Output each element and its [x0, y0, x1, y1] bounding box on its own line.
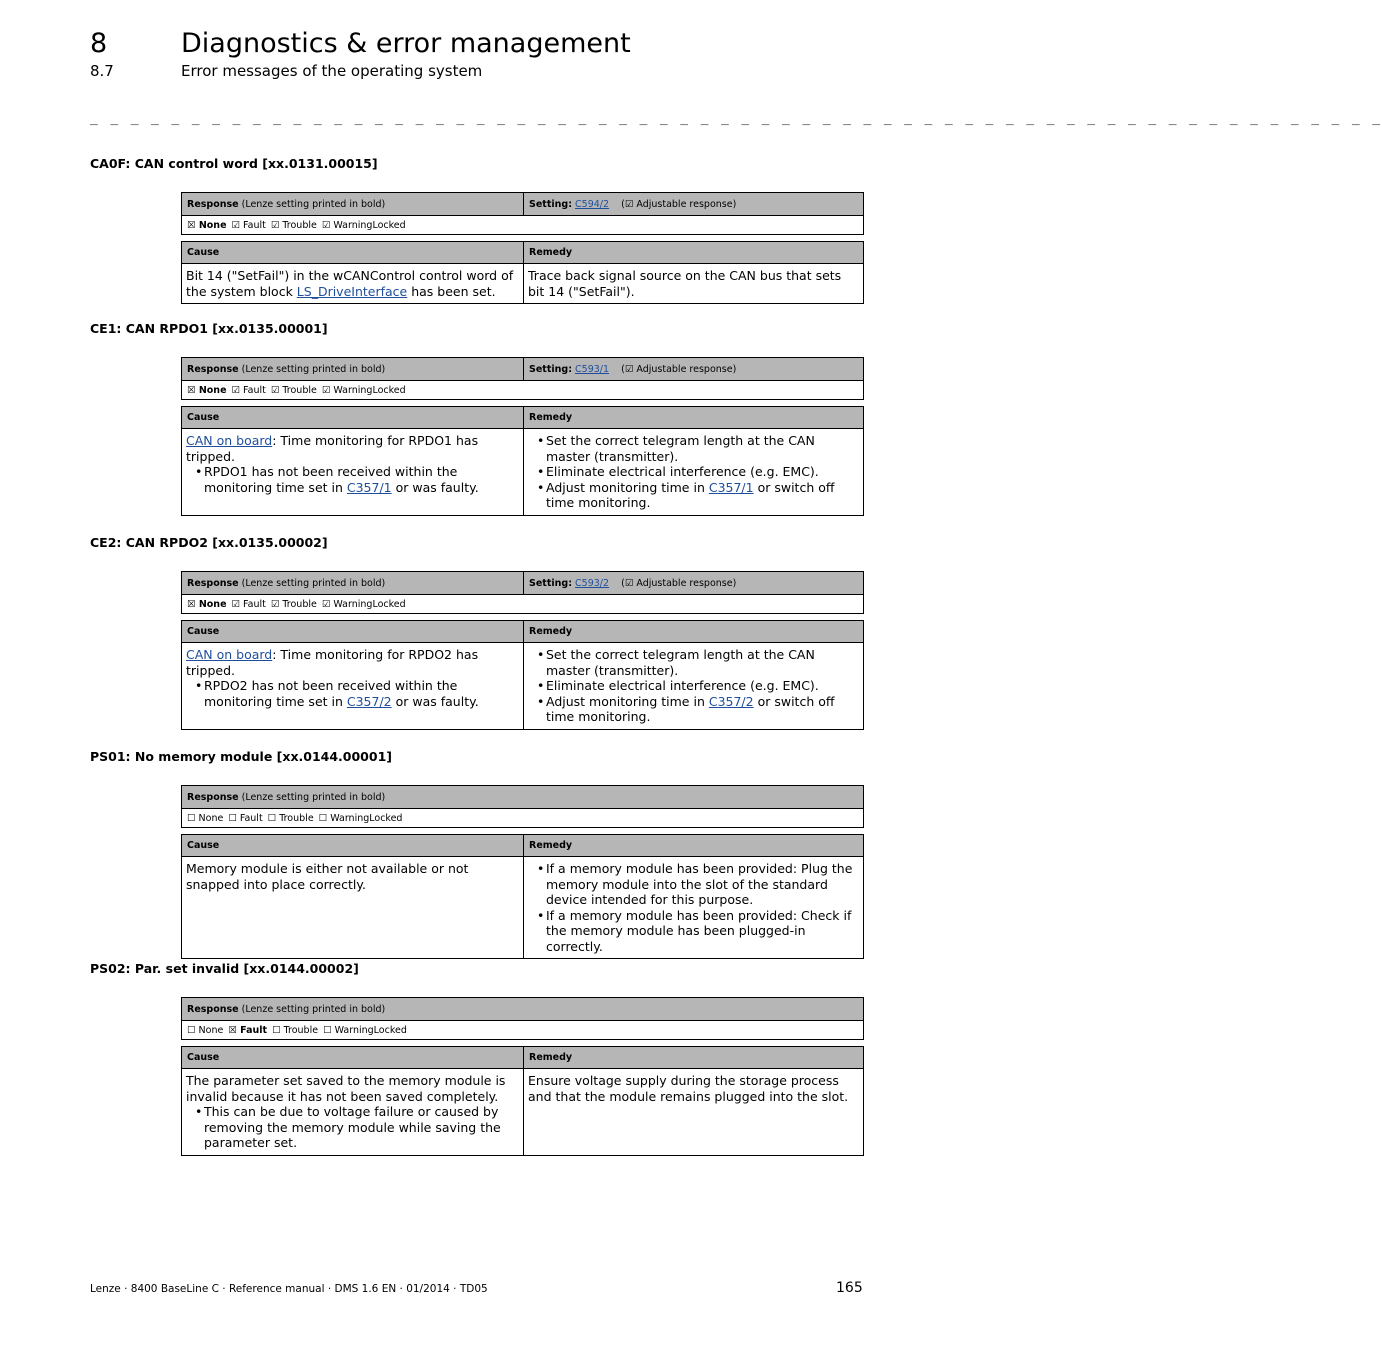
flag-fault: ☑ Fault — [231, 598, 266, 610]
setting-label: Setting: — [529, 198, 572, 210]
flag-none: ☐ None — [187, 1024, 224, 1036]
param-link[interactable]: C357/2 — [346, 693, 392, 709]
chapter-title: Diagnostics & error management — [181, 28, 631, 59]
flag-warninglocked: ☐ WarningLocked — [323, 1024, 407, 1036]
list-item: • If a memory module has been provided: Check if the memory module has been plugged-in correctly. — [546, 908, 859, 955]
cause-cell: Memory module is either not available or not snapped into place correctly. — [182, 857, 524, 959]
remedy-cell: Ensure voltage supply during the storage process and that the module remains plugged into the slot. — [524, 1069, 864, 1156]
cause-cell: CAN on board: Time monitoring for RPDO2 has tripped. • RPDO2 has not been received within the monitoring time set in C357/2 or was faulty. — [182, 643, 524, 730]
response-table — [181, 192, 864, 235]
response-note: (Lenze setting printed in bold) — [238, 198, 386, 210]
list-item: • Set the correct telegram length at the CAN master (transmitter). — [546, 433, 859, 464]
cause-cell: The parameter set saved to the memory module is invalid because it has not been saved completely. • This can be due to voltage failure or caused by removing the memory module while saving the parameter set. — [182, 1069, 524, 1156]
list-item: • Adjust monitoring time in C357/2 or switch off time monitoring. — [546, 694, 859, 725]
cause-link[interactable]: CAN on board — [186, 647, 273, 662]
flag-fault: ☑ Fault — [231, 219, 266, 231]
footer-text: Lenze · 8400 BaseLine C · Reference manual · DMS 1.6 EN · 01/2014 · TD05 — [90, 1283, 488, 1295]
flag-none: ☒ None — [187, 384, 227, 396]
list-item: • Adjust monitoring time in C357/1 or switch off time monitoring. — [546, 480, 859, 511]
list-item: • If a memory module has been provided: Plug the memory module into the slot of the standard device intended for this purpose. — [546, 861, 859, 908]
param-link[interactable]: C357/1 — [346, 479, 392, 495]
flag-none: ☒ None — [187, 219, 227, 231]
error-title: CE1: CAN RPDO1 [xx.0135.00001] — [90, 321, 328, 336]
error-title: CE2: CAN RPDO2 [xx.0135.00002] — [90, 535, 328, 550]
flag-trouble: ☑ Trouble — [270, 219, 317, 231]
error-title: PS01: No memory module [xx.0144.00001] — [90, 749, 392, 764]
cause-header: Cause — [182, 407, 524, 429]
list-item: • RPDO2 has not been received within the monitoring time set in C357/2 or was faulty. — [204, 678, 519, 709]
cause-remedy-table — [181, 834, 864, 959]
error-title: PS02: Par. set invalid [xx.0144.00002] — [90, 961, 359, 976]
list-item: • RPDO1 has not been received within the monitoring time set in C357/1 or was faulty. — [204, 464, 519, 495]
response-label: Response — [187, 198, 239, 210]
cause-link[interactable]: CAN on board — [186, 433, 273, 448]
setting-link[interactable]: C593/2 — [575, 577, 610, 589]
flag-fault: ☒ Fault — [228, 1024, 268, 1036]
response-label: Response — [187, 1003, 239, 1015]
response-label: Response — [187, 363, 239, 375]
remedy-header: Remedy — [524, 1047, 864, 1069]
section-title: Error messages of the operating system — [181, 62, 483, 80]
list-item: • Eliminate electrical interference (e.g. EMC). — [546, 678, 859, 694]
response-note: (Lenze setting printed in bold) — [238, 577, 386, 589]
flag-none: ☒ None — [187, 598, 227, 610]
cause-remedy-table — [181, 241, 864, 304]
param-link[interactable]: C357/2 — [708, 693, 754, 709]
cause-header: Cause — [182, 242, 524, 264]
cause-header: Cause — [182, 1047, 524, 1069]
remedy-header: Remedy — [524, 835, 864, 857]
response-table — [181, 997, 864, 1040]
remedy-cell — [524, 429, 864, 516]
cause-header: Cause — [182, 621, 524, 643]
response-label: Response — [187, 791, 239, 803]
flag-warninglocked: ☐ WarningLocked — [318, 812, 403, 824]
list-item: • This can be due to voltage failure or caused by removing the memory module while saving the parameter set. — [204, 1104, 519, 1151]
remedy-header: Remedy — [524, 621, 864, 643]
flag-trouble: ☐ Trouble — [272, 1024, 319, 1036]
flag-fault: ☐ Fault — [228, 812, 263, 824]
adjustable-note: (☑ Adjustable response) — [621, 363, 737, 375]
cause-remedy-table — [181, 620, 864, 730]
adjustable-note: (☑ Adjustable response) — [621, 577, 737, 589]
response-table — [181, 357, 864, 400]
flag-none: ☐ None — [187, 812, 224, 824]
chapter-number: 8 — [90, 28, 108, 59]
section-number: 8.7 — [90, 62, 114, 80]
flag-trouble: ☑ Trouble — [270, 384, 317, 396]
page-number: 165 — [836, 1280, 863, 1296]
cause-remedy-table — [181, 1046, 864, 1156]
flag-trouble: ☐ Trouble — [267, 812, 314, 824]
cause-cell: CAN on board: Time monitoring for RPDO1 has tripped. • RPDO1 has not been received within the monitoring time set in C357/1 or was faulty. — [182, 429, 524, 516]
adjustable-note: (☑ Adjustable response) — [621, 198, 737, 210]
cause-link[interactable]: LS_DriveInterface — [296, 283, 408, 299]
response-note: (Lenze setting printed in bold) — [238, 363, 386, 375]
cause-remedy-table — [181, 406, 864, 516]
flag-warninglocked: ☑ WarningLocked — [321, 384, 406, 396]
cause-cell: Bit 14 ("SetFail") in the wCANControl control word of the system block LS_DriveInterface has been set. — [182, 264, 524, 304]
list-item: • Set the correct telegram length at the CAN master (transmitter). — [546, 647, 859, 678]
setting-link[interactable]: C593/1 — [575, 363, 610, 375]
header-divider: _ _ _ _ _ _ _ _ _ _ _ _ _ _ _ _ _ _ _ _ _ _ _ _ _ _ _ _ _ _ _ _ _ _ _ _ _ _ _ _ _ _ _ _ _ _ _ _ _ _ _ _ _ _ _ _ _ _ _ _ _ _ _ _ — [90, 111, 1382, 126]
remedy-header: Remedy — [524, 242, 864, 264]
param-link[interactable]: C357/1 — [708, 479, 754, 495]
remedy-cell: Trace back signal source on the CAN bus that sets bit 14 ("SetFail"). — [524, 264, 864, 304]
response-label: Response — [187, 577, 239, 589]
error-title: CA0F: CAN control word [xx.0131.00015] — [90, 156, 378, 171]
flag-fault: ☑ Fault — [231, 384, 266, 396]
response-note: (Lenze setting printed in bold) — [238, 791, 386, 803]
response-note: (Lenze setting printed in bold) — [238, 1003, 386, 1015]
setting-link[interactable]: C594/2 — [575, 198, 610, 210]
remedy-header: Remedy — [524, 407, 864, 429]
response-table — [181, 785, 864, 828]
cause-header: Cause — [182, 835, 524, 857]
flag-warninglocked: ☑ WarningLocked — [321, 598, 406, 610]
response-table — [181, 571, 864, 614]
flag-trouble: ☑ Trouble — [270, 598, 317, 610]
remedy-cell — [524, 643, 864, 730]
list-item: • Eliminate electrical interference (e.g. EMC). — [546, 464, 859, 480]
setting-label: Setting: — [529, 577, 572, 589]
remedy-cell — [524, 857, 864, 959]
flag-warninglocked: ☑ WarningLocked — [321, 219, 406, 231]
setting-label: Setting: — [529, 363, 572, 375]
